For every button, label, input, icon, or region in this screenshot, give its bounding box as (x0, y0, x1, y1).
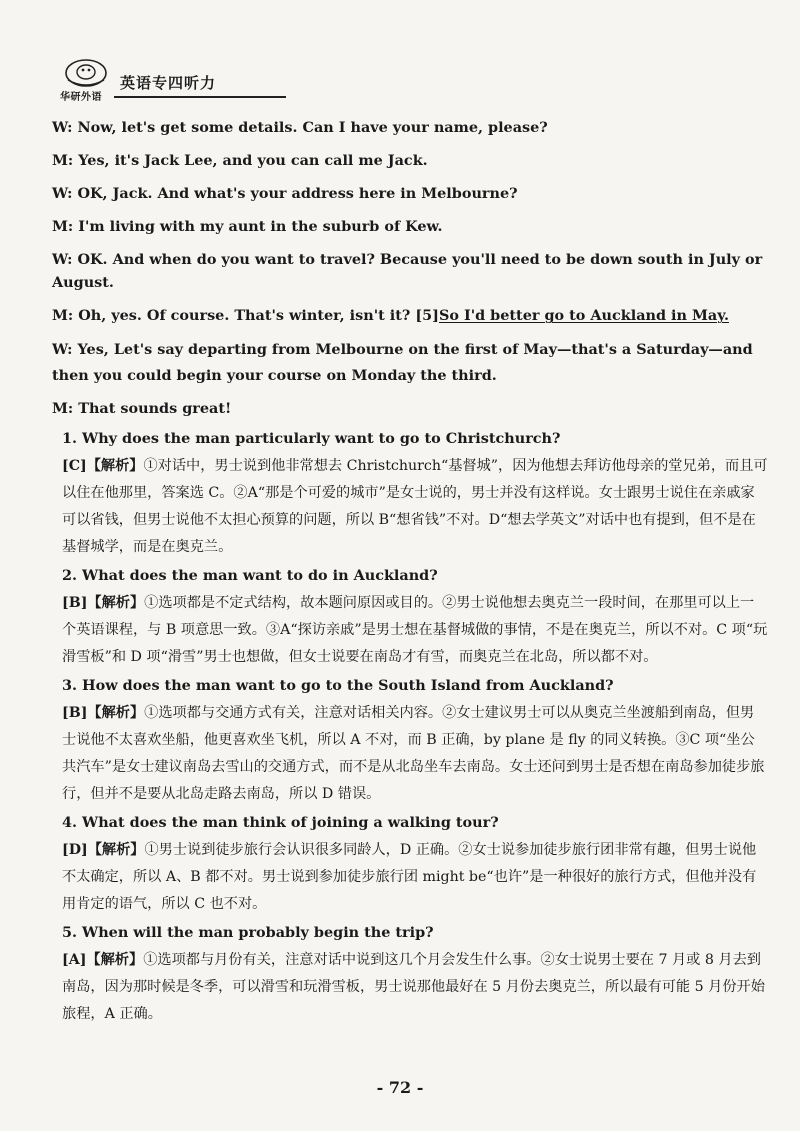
question-block (52, 430, 768, 561)
answer-highlight: So I'd better go to Auckland in May. (438, 307, 729, 325)
question-text: 5. When will the man probably begin the trip? (62, 924, 434, 941)
dialogue-line: M: That sounds great! (52, 400, 232, 418)
dialogue-line: M: Oh, yes. Of course. That's winter, isn't it? [5]So I'd better go to Auckland in May. (52, 307, 729, 325)
question-block (52, 814, 768, 918)
page-content (52, 116, 768, 1034)
page-header (58, 56, 288, 103)
dialogue-line: W: OK, Jack. And what's your address here in Melbourne? (52, 185, 518, 203)
header-divider (114, 96, 286, 98)
dialogue-line: W: OK. And when do you want to travel? Because you'll need to be down south in July or August. (52, 251, 763, 292)
logo-icon (58, 56, 114, 92)
brand-name: 华研外语 (60, 92, 102, 103)
question-text: 3. How does the man want to go to the South Island from Auckland? (62, 677, 614, 695)
transcript (52, 116, 768, 420)
dialogue-line: W: Now, let's get some details. Can I have your name, please? (52, 119, 548, 136)
answer-explanation: [D]【解析】①男士说到徒步旅行会认识很多同龄人，D 正确。②女士说参加徒步旅行团非常有趣，但男士说他不太确定，所以 A、B 都不对。男士说到参加徒步旅行团 might be“也许”是一种很好的旅行方式，但他并没有用肯定的语气，所以 C 也不对。 (62, 842, 757, 913)
answer-explanation: [B]【解析】①选项都与交通方式有关，注意对话相关内容。②女士建议男士可以从奥克兰坐渡船到南岛，但男士说他不太喜欢坐船，他更喜欢坐飞机，所以 A 不对，而 B 正确，by plane 是 fly 的同义转换。③C 项“坐公共汽车”是女士建议南岛去雪山的交通方式，而不是从北岛坐车去南岛。女士还问到男士是否想在南岛参加徒步旅行，但并不是要从北岛走路去南岛，所以 D 错误。 (62, 705, 765, 803)
dialogue-line: M: Yes, it's Jack Lee, and you can call me Jack. (52, 152, 428, 170)
question-block (52, 924, 768, 1028)
question-text: 4. What does the man think of joining a walking tour? (62, 814, 499, 832)
answer-explanation: [C]【解析】①对话中，男士说到他非常想去 Christchurch“基督城”，因为他想去拜访他母亲的堂兄弟，而且可以住在他那里，答案选 C。②A“那是个可爱的城市”是女士说的，男士并没有这样说。女士跟男士说住在亲戚家可以省钱，但男士说他不太担心预算的问题，所以 B“想省钱”不对。D“想去学英文”对话中也有提到，但不是在基督城学，而是在奥克兰。 (62, 458, 768, 556)
book-title: 英语专四听力 (120, 74, 217, 92)
question-block (52, 677, 768, 808)
question-block (52, 567, 768, 671)
question-text: 1. Why does the man particularly want to go to Christchurch? (62, 430, 561, 448)
dialogue-line: M: I'm living with my aunt in the suburb of Kew. (52, 218, 443, 236)
answer-explanation: [B]【解析】①选项都是不定式结构，故本题问原因或目的。②男士说他想去奥克兰一段时间，在那里可以上一个英语课程，与 B 项意思一致。③A“探访亲戚”是男士想在基督城做的事情，不是在奥克兰，所以不对。C 项“玩滑雪板”和 D 项“滑雪”男士也想做，但女士说要在南岛才有雪，而奥克兰在北岛，所以都不对。 (62, 595, 768, 666)
question-text: 2. What does the man want to do in Auckland? (62, 567, 438, 585)
answer-explanation: [A]【解析】①选项都与月份有关，注意对话中说到这几个月会发生什么事。②女士说男士要在 7 月或 8 月去到南岛，因为那时候是冬季，可以滑雪和玩滑雪板，男士说那他最好在 5 月份去奥克兰，所以最有可能 5 月份开始旅程，A 正确。 (62, 952, 765, 1022)
dialogue-line: W: Yes, Let's say departing from Melbourne on the first of May—that's a Saturday—and then you could begin your course on Monday the third. (52, 341, 753, 385)
page-number: - 72 - (376, 1078, 424, 1097)
